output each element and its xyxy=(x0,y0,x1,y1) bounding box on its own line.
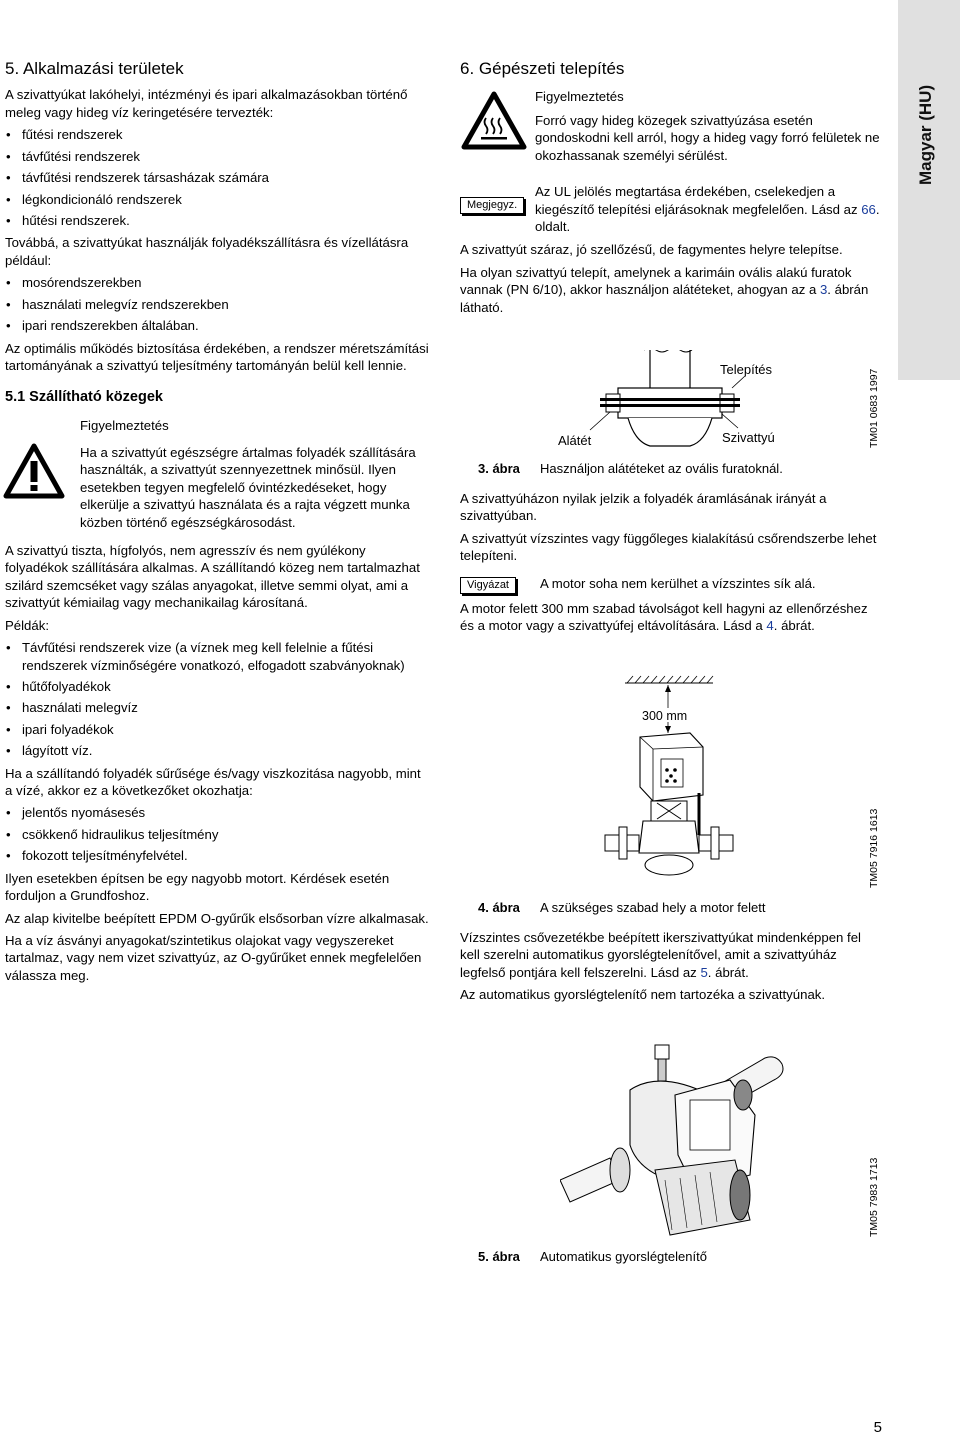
caution-text: A motor soha nem kerülhet a vízszintes sík alá. xyxy=(540,575,816,591)
list-item: • távfűtési rendszerek társasházak számára xyxy=(5,169,430,186)
paragraph: Vízszintes csővezetékbe beépített ikerszivattyúkat mindenképpen fel kell szerelni automatikus gyorslégtelenítővel, amit a szivattyúház legfelső pontjára kell felszerelni. Lásd az 5. ábrát. xyxy=(460,930,861,980)
paragraph: Az alap kivitelbe beépített EPDM O-gyűrűk elsősorban vízre alkalmasak. xyxy=(5,910,429,926)
language-label: Magyar (HU) xyxy=(916,84,935,185)
fig4-dimension: 300 mm xyxy=(642,709,688,723)
list-item: • használati melegvíz xyxy=(5,699,430,716)
paragraph: Ha a víz ásványi anyagokat/szintetikus olajokat vagy vegyszereket tartalmaz, vagy nem vizet szivattyúz, az O-gyűrűket ennek megfelelően válassza meg. xyxy=(5,933,422,983)
list-item: • használati melegvíz rendszerekben xyxy=(5,296,430,313)
language-sidebar xyxy=(898,0,960,380)
list-item: • fokozott teljesítményfelvétel. xyxy=(5,847,430,864)
hot-surface-warning xyxy=(460,88,882,169)
application-list xyxy=(5,126,430,229)
warning-text: Ha a szivattyút egészségre ártalmas folyadék szállítására használták, a szivattyút szennyezettnek minősül. Ilyen esetekben tegyen megfelelő óvintézkedéseket, hogy elkerülje a szivattyú használata és a rajta végzett munka közben történő egészségkárosodást. xyxy=(80,444,416,530)
note-text: Az UL jelölés megtartása érdekében, cselekedjen a kiegészítő telepítési eljárásoknak megfelelően. Lásd az 66. oldalt. xyxy=(535,184,880,234)
page-link[interactable]: 66 xyxy=(861,201,876,217)
examples-list xyxy=(5,639,430,760)
list-item: • Távfűtési rendszerek vize (a víznek meg kell felelnie a fűtési rendszerek vízminőségére vonatkozó, elfogadott szabványoknak) xyxy=(5,639,430,674)
intro-paragraph: A szivattyúkat lakóhelyi, intézményi és ipari alkalmazásokban történő meleg vagy hideg víz keringetésére tervezték: xyxy=(5,87,408,120)
effects-list xyxy=(5,804,430,864)
fig5-code: TM05 7983 1713 xyxy=(868,1157,880,1237)
figure-caption-text: Automatikus gyorslégtelenítő xyxy=(540,1249,707,1264)
right-column-continued xyxy=(460,490,882,640)
note-tag: Megjegyz. xyxy=(460,197,524,214)
warning-text: Forró vagy hideg közegek szivattyúzása esetén gondoskodni kell arról, hogy a hideg vagy forró felületek ne okozhassanak személyi sérülést. xyxy=(535,112,880,163)
figure-link[interactable]: 5 xyxy=(700,964,708,980)
list-item: • jelentős nyomásesés xyxy=(5,804,430,821)
list-item: • ipari folyadékok xyxy=(5,721,430,738)
figure-3-washer-diagram xyxy=(540,350,840,450)
list-item: • lágyított víz. xyxy=(5,742,430,759)
caution-tag: Vigyázat xyxy=(460,577,516,594)
hot-surface-icon xyxy=(460,88,535,169)
list-item: • mosórendszerekben xyxy=(5,274,430,291)
figure-number: 5. ábra xyxy=(478,1249,520,1264)
list-item: • hűtőfolyadékok xyxy=(5,678,430,695)
figure-5-caption xyxy=(460,1248,880,1265)
warning-box xyxy=(5,417,430,536)
paragraph: Továbbá, a szivattyúkat használják folyadékszállításra és vízellátásra például: xyxy=(5,235,409,268)
figure-link[interactable]: 4 xyxy=(766,618,774,634)
right-column xyxy=(460,58,882,321)
fig3-label-washer: Alátét xyxy=(558,433,592,448)
usage-list xyxy=(5,274,430,334)
page-number: 5 xyxy=(873,1419,882,1436)
paragraph: A motor felett 300 mm szabad távolságot kell hagyni az ellenőrzéshez és a motor vagy a szivattyúfej eltávolítására. Lásd a 4. ábrát. xyxy=(460,600,868,634)
warning-icon xyxy=(5,417,80,536)
figure-caption-text: A szükséges szabad hely a motor felett xyxy=(540,900,766,915)
fig3-label-install: Telepítés xyxy=(720,362,773,377)
list-item: • ipari rendszerekben általában. xyxy=(5,317,430,334)
figure-caption-text: Használjon alátéteket az ovális furatoknál. xyxy=(540,461,783,476)
right-column-bottom xyxy=(460,929,882,1009)
warning-title: Figyelmeztetés xyxy=(80,418,169,434)
figure-5-air-vent-diagram xyxy=(560,1040,790,1240)
figure-3-caption xyxy=(460,460,880,477)
list-item: • fűtési rendszerek xyxy=(5,126,430,143)
fig3-code: TM01 0683 1997 xyxy=(868,368,880,448)
paragraph: A szivattyút vízszintes vagy függőleges kialakítású csőrendszerbe lehet telepíteni. xyxy=(460,530,877,564)
figure-link[interactable]: 3 xyxy=(819,282,828,298)
list-item: • csökkenő hidraulikus teljesítmény xyxy=(5,826,430,843)
examples-label: Példák: xyxy=(5,617,49,633)
caution-box xyxy=(460,575,882,594)
figure-number: 4. ábra xyxy=(478,900,520,915)
list-item: • légkondicionáló rendszerek xyxy=(5,191,430,208)
fig3-label-pump: Szivattyú xyxy=(722,430,775,445)
left-column xyxy=(5,58,430,989)
warning-title: Figyelmeztetés xyxy=(535,89,624,105)
paragraph: A szivattyúházon nyilak jelzik a folyadék áramlásának irányát a szivattyúban. xyxy=(460,491,827,524)
fig4-code: TM05 7916 1613 xyxy=(868,808,880,888)
subsection-title: 5.1 Szállítható közegek xyxy=(5,389,163,406)
figure-4-clearance-diagram xyxy=(595,675,745,890)
paragraph: Ilyen esetekben építsen be egy nagyobb motort. Kérdések esetén forduljon a Grundfoshoz. xyxy=(5,870,390,904)
list-item: • hűtési rendszerek. xyxy=(5,212,430,229)
paragraph: A szivattyú tiszta, hígfolyós, nem agresszív és nem gyúlékony folyadékok szállítására alkalmas. A szállítandó közeg nem tartalmazhat szilárd szemcséket vagy szálas anyagokat, illetve semmi olyat, ami a szivattyút kémiailag vagy mechanikailag károsítaná. xyxy=(5,543,420,611)
paragraph: A szivattyút száraz, jó szellőzésű, de fagymentes helyre telepítse. xyxy=(460,242,843,258)
paragraph: Ha olyan szivattyú telepít, amelynek a karimáin ovális alakú furatok vannak (PN 6/10), akkor használjon alátéteket, ahogyan az a 3. ábrán látható. xyxy=(460,264,869,315)
list-item: • távfűtési rendszerek xyxy=(5,148,430,165)
section-title: 6. Gépészeti telepítés xyxy=(460,59,625,78)
note-box xyxy=(460,183,882,235)
paragraph: Ha a szállítandó folyadék sűrűsége és/vagy viszkozitása nagyobb, mint a vízé, akkor ez a következőket okozhatja: xyxy=(5,765,421,799)
paragraph: Az optimális működés biztosítása érdekében, a rendszer méretszámítási tartományának a szivattyú teljesítmény tartományán belül kell lennie. xyxy=(5,340,429,373)
section-title: 5. Alkalmazási területek xyxy=(5,59,184,78)
paragraph: Az automatikus gyorslégtelenítő nem tartozéka a szivattyúnak. xyxy=(460,987,826,1003)
figure-number: 3. ábra xyxy=(478,461,520,476)
figure-4-caption xyxy=(460,899,880,916)
